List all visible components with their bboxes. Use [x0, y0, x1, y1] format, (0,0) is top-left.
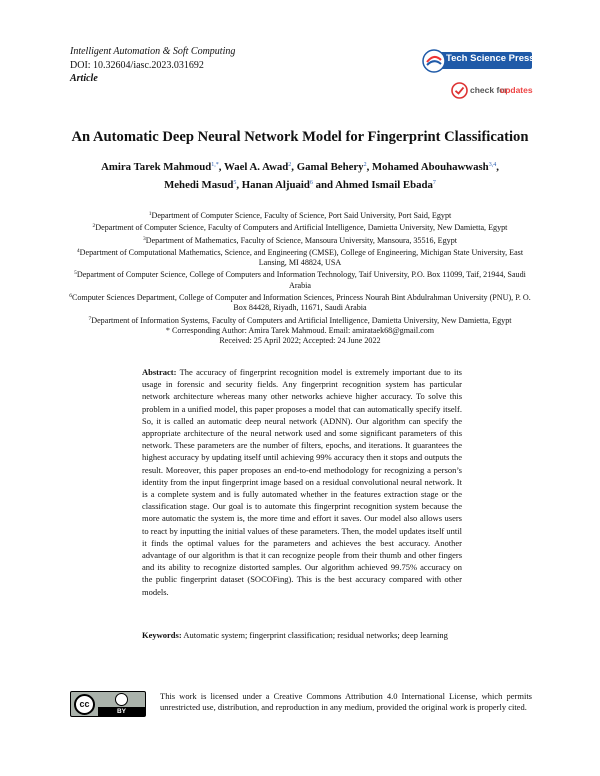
author-separator: , — [291, 161, 297, 173]
cc-by-badge[interactable] — [70, 691, 146, 717]
author-list — [70, 157, 530, 193]
affiliation-text: Department of Mathematics, Faculty of Science, Mansoura University, Mansoura, 35516, Egypt — [145, 235, 457, 245]
affiliation-number: 7 — [88, 315, 92, 322]
author-separator: , — [496, 161, 499, 173]
tsp-logo-icon — [422, 49, 446, 73]
by-label: BY — [98, 707, 145, 716]
author-affiliation-mark[interactable]: 6 — [309, 180, 313, 186]
affiliation-text: Department of Computer Science, Faculty of Science, Port Said University, Port Said, Egypt — [151, 211, 452, 220]
publisher-bar — [434, 52, 535, 69]
keywords-text: Automatic system; fingerprint classification; residual networks; deep learning — [183, 630, 448, 640]
author-name: Wael A. Awad — [224, 161, 289, 173]
abstract-text: The accuracy of fingerprint recognition model is extremely important due to its usage in forensic and security fields. Any fingerprint recognition system has particular network architecture whereas many other networks achieve higher accuracy. To solve this problem in a unified model, this paper proposes a model that can automatically specify itself. So, it is called an automatic deep neural network (ADNN). Our algorithm can specify the appropriate architecture of the neural network used and some significant parameters of this network. These parameters are the number of filters, epochs, and iterations. It guarantees the highest accuracy by updating itself until achieving 99% accuracy then it stops and outputs the result. Moreover, this paper proposes an end-to-end methodology for recognizing a person’s identity from the input fingerprint image based on a residual convolutional neural network. It is a complete system and is fully automated whether in the features extraction stage or the classification stage. Our goal is to automate this fingerprint recognition system because the more automatic the system is, the more time and effort it saves. Our model also allows users to react by inputting the initial values of these parameters. Then, the model updates itself until it finds the optimal values for the parameters and achieves the best accuracy. Another advantage of our algorithm is that it can recognize people from their thumb and other fingers and its ability to recognize distorted samples. Our algorithm achieved 99.75% accuracy on the public fingerprint dataset (SOCOFing). This is the best accuracy compared with other models. — [142, 367, 462, 597]
article-type: Article — [70, 73, 98, 84]
affiliation — [68, 246, 532, 269]
author-separator: , — [366, 161, 372, 173]
attribution-person-icon — [115, 693, 128, 706]
author-affiliation-mark[interactable]: 3,4 — [488, 162, 497, 168]
check-updates-icon — [451, 82, 468, 99]
author-separator: , — [236, 179, 242, 191]
abstract — [142, 366, 462, 598]
doi[interactable]: DOI: 10.32604/iasc.2023.031692 — [70, 59, 204, 71]
author-name: Mohamed Abouhawwash — [371, 161, 489, 173]
affiliation-text: Department of Computational Mathematics, Science, and Engineering (CMSE), College of Engineering, Michigan State University, East Lansing, MI 48824, USA — [79, 247, 524, 268]
affiliations — [68, 209, 532, 347]
publisher-logo — [422, 52, 535, 69]
author-affiliation-mark[interactable]: 7 — [432, 180, 436, 186]
dates: Received: 25 April 2022; Accepted: 24 June 2022 — [219, 336, 381, 346]
journal-header — [70, 45, 235, 86]
affiliation — [68, 221, 532, 233]
affiliation-text: Department of Information Systems, Faculty of Computers and Artificial Intelligence, Damietta University, New Damietta, Egypt — [91, 315, 512, 325]
affiliation-number: 4 — [76, 247, 80, 254]
author-name: Amira Tarek Mahmoud — [101, 161, 212, 173]
affiliation-text: Department of Computer Science, Faculty of Computers and Artificial Intelligence, Damietta University, New Damietta, Egypt — [95, 223, 508, 233]
check-for-label: check for — [470, 85, 508, 95]
author-name: Ahmed Ismail Ebada — [335, 179, 433, 191]
affiliation — [68, 234, 532, 246]
affiliation — [68, 291, 532, 314]
author-name: Hanan Aljuaid — [241, 179, 310, 191]
affiliation-number: 3 — [143, 235, 146, 242]
publisher-name: Tech Science Press — [446, 53, 535, 64]
author-separator: and — [312, 179, 336, 191]
by-icon — [98, 692, 145, 716]
affiliation — [68, 268, 532, 291]
author-name: Mehedi Masud — [164, 179, 234, 191]
author-name: Gamal Behery — [296, 161, 364, 173]
author-affiliation-mark[interactable]: 2 — [363, 162, 367, 168]
check-for-updates[interactable] — [451, 82, 536, 99]
affiliation-number: 6 — [69, 293, 72, 300]
affiliation-text: Computer Sciences Department, College of Computer and Information Sciences, Princess Nourah Bint Abdulrahman University (PNU), P. O. Box 84428, Riyadh, 11671, Saudi Arabia — [71, 293, 531, 313]
affiliation-text: Department of Computer Science, College of Computers and Information Technology, Taif University, P.O. Box 11099, Taif, 21944, Saudi Arabia — [76, 270, 526, 290]
abstract-label: Abstract: — [142, 367, 177, 377]
author-affiliation-mark[interactable]: 1,* — [211, 162, 219, 168]
author-affiliation-mark[interactable]: 5 — [233, 180, 237, 186]
paper-title: An Automatic Deep Neural Network Model for Fingerprint Classification — [71, 129, 529, 145]
updates-label: updates — [500, 85, 533, 95]
corresponding-author: * Corresponding Author: Amira Tarek Mahmoud. Email: amirataek68@gmail.com — [165, 325, 435, 335]
author-separator: , — [218, 161, 224, 173]
affiliation — [68, 209, 532, 221]
cc-icon: cc — [74, 694, 95, 715]
affiliation-number: 2 — [92, 223, 96, 230]
keywords — [142, 629, 462, 641]
affiliation — [68, 314, 532, 326]
journal-name: Intelligent Automation & Soft Computing — [70, 46, 236, 57]
author-affiliation-mark[interactable]: 2 — [288, 162, 292, 168]
affiliation-number: 1 — [148, 211, 152, 217]
affiliation-number: 5 — [74, 270, 77, 277]
keywords-label: Keywords: — [142, 630, 182, 640]
license-text: This work is licensed under a Creative Commons Attribution 4.0 International License, which permits unrestricted use, distribution, and reproduction in any medium, provided the original work is properly cited. — [160, 691, 532, 713]
